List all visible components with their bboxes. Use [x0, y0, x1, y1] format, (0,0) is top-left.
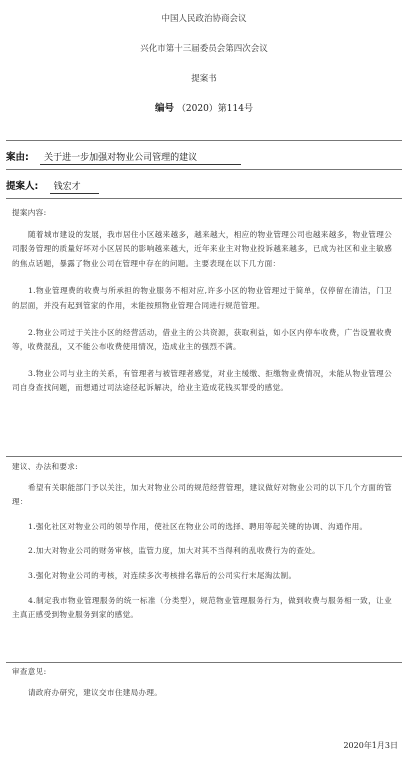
content-section — [12, 206, 392, 396]
problem-item: 3.物业公司与业主的关系，有管理者与被管理者感觉，对业主缓缴、拒缴物业费情况，未能从物业管理公司自身查找问题，而想通过司法途径起诉解决，给业主造成花钱买罪受的感觉。 — [12, 368, 392, 393]
content-intro: 随着城市建设的发展，我市居住小区越来越多，越来越大，相应的物业管理公司也越来越多，物业管理公司服务管理的质量好坏对小区居民的影响越来越大，近年来业主对物业投诉越来越多，已成为社区和业主敏感的焦点话题，暴露了物业公司在管理中存在的问题。主要表现在以下几方面： — [12, 229, 392, 268]
suggestion-item: 1.强化社区对物业公司的领导作用，使社区在物业公司的选择、聘用等起关键的协调、沟通作用。 — [28, 521, 368, 531]
divider — [6, 169, 402, 170]
suggestions-heading: 建议、办法和要求: — [12, 462, 79, 471]
problem-item: 1.物业管理费的收费与所承担的物业服务不相对应,许多小区的物业管理过于简单，仅停留在清洁，门卫的层面，并没有起到管家的作用，未能按照物业管理合同进行规范管理。 — [12, 286, 392, 310]
proposer-value: 钱宏才 — [50, 182, 99, 194]
divider — [6, 456, 402, 457]
divider — [6, 662, 402, 663]
org-title: 中国人民政治协商会议 — [161, 14, 247, 24]
content-heading: 提案内容: — [12, 208, 47, 217]
problem-item: 2.物业公司过于关注小区的经营活动，借业主的公共资源，获取利益，如小区内停车收费，广告设置收费等，收费混乱，又不能公布收费使用情况，造成业主的强烈不满。 — [12, 327, 392, 352]
doc-number — [0, 100, 408, 114]
doc-number-label: 编号 — [155, 103, 175, 114]
suggestion-item: 2.加大对物业公司的财务审核，监管力度，加大对其不当得利的乱收费行为的查处。 — [28, 546, 321, 556]
review-text: 请政府办研究，建议交市住建局办理。 — [28, 687, 163, 697]
doc-number-value: （2020）第114号 — [176, 104, 253, 114]
suggestions-section — [12, 460, 392, 623]
suggestion-item: 4.制定我市物业管理服务的统一标准（分类型），规范物业管理服务行为，做到收费与服务相一致，让业主真正感受到物业服务到家的感觉。 — [12, 595, 392, 620]
proposal-date: 2020年1月3日 — [343, 741, 398, 750]
session-title: 兴化市第十三届委员会第四次会议 — [140, 44, 268, 54]
suggestion-item: 3.强化对物业公司的考核，对连续多次考核排名靠后的公司实行末尾淘汰制。 — [28, 570, 297, 580]
review-section — [12, 665, 392, 700]
doc-type-title: 提案书 — [191, 74, 217, 84]
case-label: 案由: — [6, 152, 29, 163]
divider — [6, 140, 402, 141]
review-heading: 审查意见: — [12, 667, 47, 676]
case-value: 关于进一步加强对物业公司管理的建议 — [40, 153, 241, 165]
suggestions-intro: 希望有关职能部门予以关注，加大对物业公司的规范经营管理，建议做好对物业公司的以下几个方面的管理： — [12, 482, 392, 507]
case-field — [6, 149, 241, 163]
divider — [6, 198, 402, 199]
proposer-label: 提案人: — [6, 181, 39, 192]
proposer-field — [6, 178, 99, 192]
